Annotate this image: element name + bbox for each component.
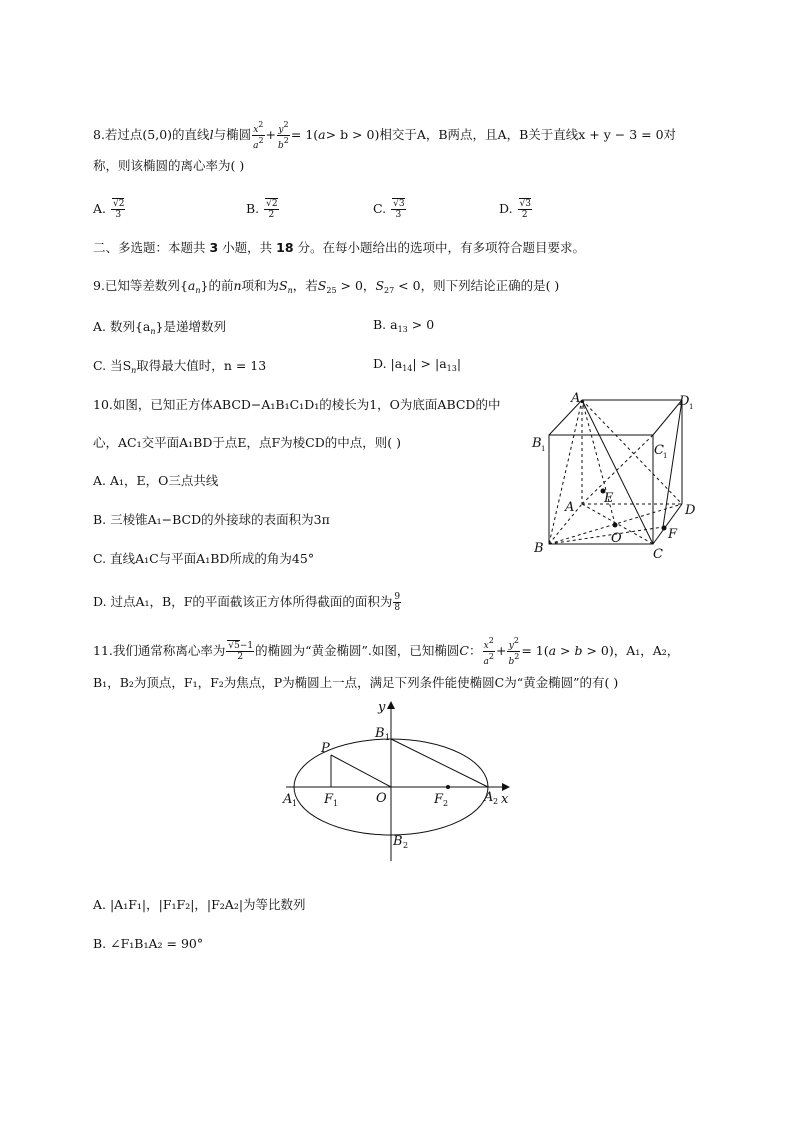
svg-text:2: 2 [493,797,499,806]
svg-text:B: B [534,541,544,556]
q8-option-d: D. $\frac{√3}{2}$ [499,199,532,220]
svg-text:1: 1 [663,452,668,460]
q8-line1: 8.若过点(5,0)的直线l与椭圆 $\frac{x^2}{a^2}$ + $\frac{y^2}{b^2}$ = 1(a> b > 0)相交于A，B两点，且A，B关于直线x + y − 3 = 0对 [93,120,677,151]
ellipse-figure [280,695,520,865]
svg-text:x: x [501,792,509,807]
svg-text:A: A [283,792,293,807]
svg-text:O: O [611,531,622,546]
svg-text:2: 2 [403,841,409,850]
q10-line1: 10.如图，已知正方体ABCD−A₁B₁C₁D₁的棱长为1，O为底面ABCD的中 [93,397,501,412]
q11-option-a: A. |A₁F₁|，|F₁F₂|，|F₂A₂|为等比数列 [93,897,306,912]
svg-text:2: 2 [443,799,449,808]
svg-text:A: A [565,500,575,515]
svg-text:O: O [376,791,387,806]
section-heading: 二、多选题：本题共 3 小题，共 18 分。在每小题给出的选项中，有多项符合题目要求。 [93,240,586,255]
svg-text:A: A [571,391,581,406]
q8-line2: 称，则该椭圆的离心率为( ) [93,158,245,173]
q10-option-b: B. 三棱锥A₁−BCD的外接球的表面积为3π [93,512,330,527]
svg-text:B: B [532,436,542,451]
svg-text:D: D [679,394,690,409]
q9-option-c: C. 当$S_n$取得最大值时，n = 13 [93,358,267,375]
q10-option-a: A. A₁，E，O三点共线 [93,473,219,488]
svg-text:C: C [653,547,663,562]
q10-option-d: D. 过点A₁，B，F的平面截该正方体所得截面的面积为 $\frac{9}{8}$ [93,592,401,613]
svg-text:1: 1 [333,799,339,808]
q10-option-c: C. 直线A₁C与平面A₁BD所成的角为45° [93,551,315,566]
q8-option-b: B. $\frac{√2}{2}$ [246,199,278,220]
svg-text:P: P [321,741,330,756]
svg-text:F: F [434,792,444,807]
q9-stem: 9.已知等差数列$\{a_n\}$的前n项和为$S_n$，若$S_{25} > 0$，$S_{27} < 0$，则下列结论正确的是( ) [93,278,560,295]
svg-text:1: 1 [292,799,298,808]
svg-text:A: A [484,790,494,805]
svg-text:F: F [324,792,334,807]
svg-text:D: D [685,503,696,518]
svg-text:C: C [654,443,664,458]
q8-option-a: A. $\frac{√2}{3}$ [93,199,125,220]
svg-text:1: 1 [385,733,391,742]
q11-line2: B₁，B₂为顶点，F₁，F₂为焦点，P为椭圆上一点，满足下列条件能使椭圆C为“黄金椭圆”的有( ) [93,675,619,690]
q9-option-a: A. 数列$\{a_n\}$是递增数列 [93,319,226,336]
svg-text:1: 1 [581,400,586,408]
svg-text:1: 1 [689,403,694,411]
q9-option-b: B. $a_{13} > 0$ [373,317,435,334]
q10-line2: 心，AC₁交平面A₁BD于点E，点F为棱CD的中点，则( ) [93,435,401,450]
svg-text:1: 1 [541,445,546,453]
svg-text:B: B [375,726,385,741]
svg-text:B: B [393,834,403,849]
q8-option-c: C. $\frac{√3}{3}$ [373,199,405,220]
q11-option-b: B. ∠F₁B₁A₂ = 90° [93,936,204,951]
svg-text:E: E [604,491,614,506]
q9-option-d: D. $|a_{14}| > |a_{13}|$ [373,356,462,373]
svg-text:F: F [668,527,678,542]
cube-figure [525,385,705,565]
svg-text:y: y [378,700,386,715]
q11-line1: 11.我们通常称离心率为 $\frac{√5-1}{2}$ 的椭圆为“黄金椭圆”.如图，已知椭圆C： $\frac{x^2}{a^2}$ + $\frac{y^2}{b^2}$ = 1(a > b > 0)，A₁，A₂， [93,636,680,667]
